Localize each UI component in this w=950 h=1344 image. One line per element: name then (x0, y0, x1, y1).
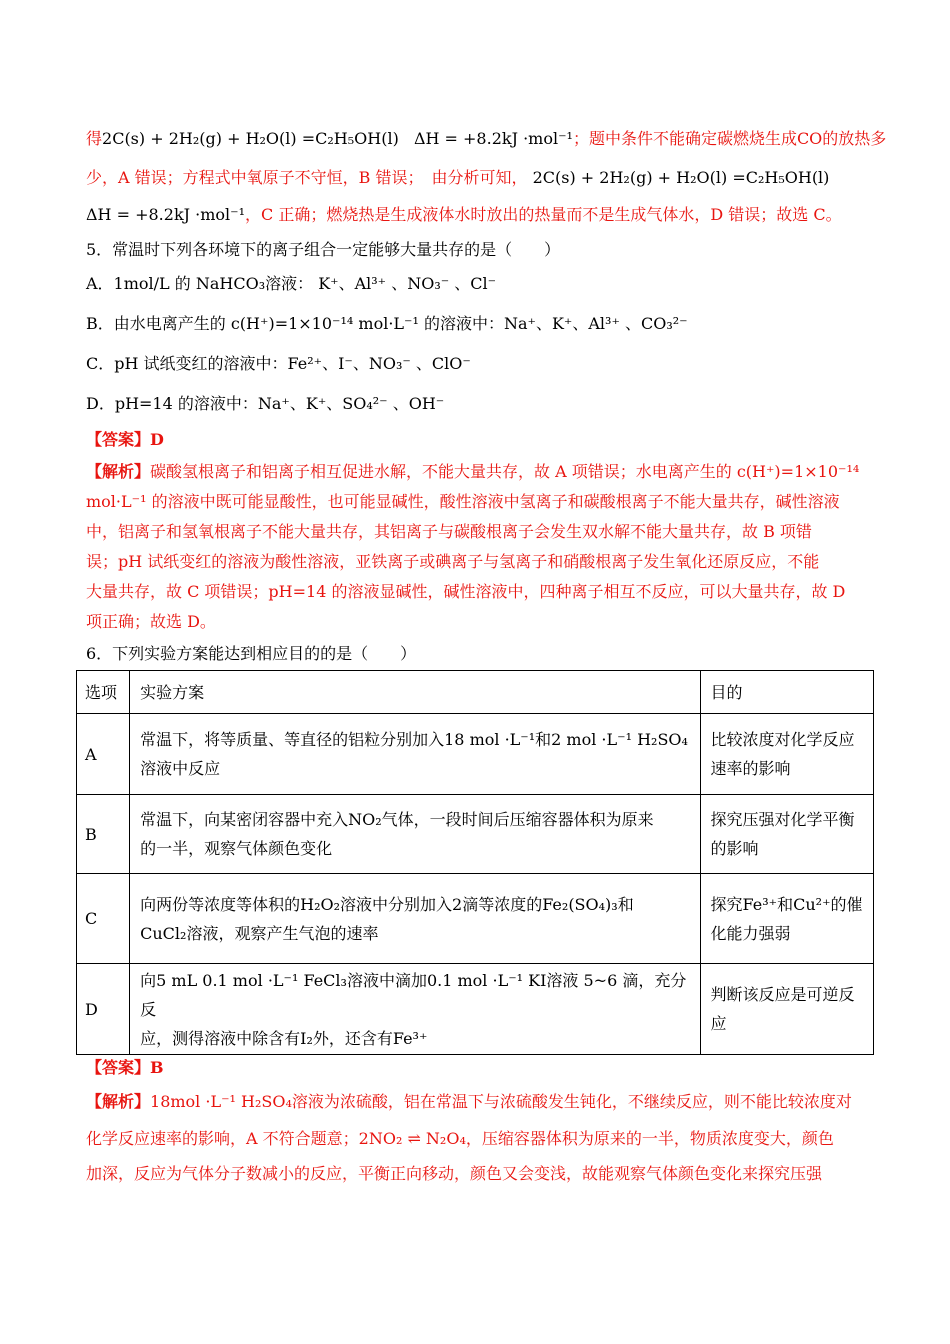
intro-delta-h: ΔH = +8.2kJ ·mol⁻¹ (413, 129, 573, 148)
row-plan (130, 714, 700, 795)
row-option: B (77, 795, 130, 874)
row-plan-line: 的一半，观察气体颜色变化 (140, 839, 333, 858)
row-goal-line: 判断该反应是可逆反 (710, 985, 855, 1004)
q6-stem: 6．下列实验方案能达到相应目的的是（ ） (86, 644, 417, 663)
row-plan-line: CuCl₂溶液，观察产生气泡的速率 (140, 923, 379, 943)
row-goal (700, 964, 873, 1055)
row-goal (700, 795, 873, 874)
intro-equation-2: 2C(s) + 2H₂(g) + H₂O(l) =C₂H₅OH(l) (532, 168, 830, 187)
q6-answer (86, 1056, 872, 1080)
q5-answer-value: D (150, 430, 164, 449)
row-goal-line: 的影响 (710, 839, 759, 858)
header-option: 选项 (77, 671, 130, 714)
q5-analysis-line-5: 大量共存，故 C 项错误；pH=14 的溶液显碱性，碱性溶液中，四种离子相互不反应，可以大量共存，故 D (86, 582, 846, 601)
q5-analysis-line-1 (86, 460, 872, 484)
row-goal-line: 比较浓度对化学反应 (710, 730, 855, 749)
row-plan (130, 874, 700, 964)
row-goal (700, 714, 873, 795)
header-plan: 实验方案 (130, 671, 700, 714)
q5-analysis-line-6: 项正确；故选 D。 (86, 612, 216, 631)
intro-line-3 (86, 203, 872, 227)
row-goal-line: 探究压强对化学平衡 (710, 810, 855, 829)
q5-answer (86, 428, 872, 452)
q6-answer-label: 【答案】 (86, 1058, 151, 1077)
q5-answer-label: 【答案】 (86, 430, 151, 449)
q5-analysis-line-2: mol·L⁻¹ 的溶液中既可能显酸性，也可能显碱性，酸性溶液中氢离子和碳酸根离子不能大量共存，碱性溶液 (86, 492, 840, 511)
q6-analysis-line-3: 加深，反应为气体分子数减小的反应，平衡正向移动，颜色又会变浅，故能观察气体颜色变化来探究压强 (86, 1164, 823, 1183)
row-goal-line: 应 (710, 1014, 727, 1033)
intro-delta-h-2: ΔH = +8.2kJ ·mol⁻¹ (86, 205, 245, 224)
row-plan-line: 向5 mL 0.1 mol ·L⁻¹ FeCl₃溶液中滴加0.1 mol ·L⁻¹ KI溶液 5~6 滴，充分反 (140, 970, 687, 1019)
q6-answer-value: B (150, 1058, 164, 1077)
q6-analysis-text-1: 18mol ·L⁻¹ H₂SO₄溶液为浓硫酸，铝在常温下与浓硫酸发生钝化，不继续反应，则不能比较浓度对 (150, 1092, 852, 1111)
row-goal (700, 874, 873, 964)
q6-analysis-label: 【解析】 (86, 1092, 151, 1111)
q5-option-d: D．pH=14 的溶液中：Na⁺、K⁺、SO₄²⁻ 、OH⁻ (86, 394, 445, 413)
q5-option-c: C．pH 试纸变红的溶液中：Fe²⁺、I⁻、NO₃⁻ 、ClO⁻ (86, 354, 471, 373)
row-plan-line: 常温下，向某密闭容器中充入NO₂气体，一段时间后压缩容器体积为原来 (140, 810, 654, 829)
row-option: D (77, 964, 130, 1055)
row-plan (130, 795, 700, 874)
row-plan-line: 向两份等浓度等体积的H₂O₂溶液中分别加入2滴等浓度的Fe₂(SO₄)₃和 (140, 894, 634, 914)
q5-analysis-text-1: 碳酸氢根离子和铝离子相互促进水解，不能大量共存，故 A 项错误；水电离产生的 c(H⁺)=1×10⁻¹⁴ (150, 462, 860, 481)
row-plan-line: 应，测得溶液中除含有I₂外，还含有Fe³⁺ (140, 1028, 428, 1048)
intro-text-2: 少，A 错误；方程式中氧原子不守恒，B 错误； 由分析可知， (86, 168, 528, 187)
experiment-table (76, 670, 874, 1055)
row-option: C (77, 874, 130, 964)
row-goal-line: 探究Fe³⁺和Cu²⁺的催 (710, 894, 863, 914)
q5-analysis-label: 【解析】 (86, 462, 151, 481)
q5-option-a: A．1mol/L 的 NaHCO₃溶液： K⁺、Al³⁺ 、NO₃⁻ 、Cl⁻ (86, 274, 497, 293)
row-plan-line: 常温下，将等质量、等直径的铝粒分别加入18 mol ·L⁻¹和2 mol ·L⁻¹ H₂SO₄ (140, 730, 688, 749)
q5-analysis-line-3: 中，铝离子和氢氧根离子不能大量共存，其铝离子与碳酸根离子会发生双水解不能大量共存，故 B 项错 (86, 522, 812, 541)
table-row (77, 964, 874, 1055)
row-option: A (77, 714, 130, 795)
intro-line-2 (86, 166, 872, 190)
row-plan-line: 溶液中反应 (140, 759, 221, 778)
table-row (77, 795, 874, 874)
header-goal: 目的 (700, 671, 873, 714)
row-goal-line: 速率的影响 (710, 759, 791, 778)
table-row (77, 874, 874, 964)
q6-analysis-line-1 (86, 1090, 872, 1114)
row-plan (130, 964, 700, 1055)
q6-analysis-line-2: 化学反应速率的影响，A 不符合题意；2NO₂ ⇌ N₂O₄，压缩容器体积为原来的一半，物质浓度变大，颜色 (86, 1129, 834, 1148)
intro-text-1: ；题中条件不能确定碳燃烧生成CO的放热多 (572, 129, 887, 148)
intro-line-1 (86, 127, 887, 151)
q5-stem: 5．常温时下列各环境下的离子组合一定能够大量共存的是（ ） (86, 240, 561, 259)
row-goal-line: 化能力强弱 (710, 923, 791, 943)
intro-eq-prefix: 得 (86, 129, 103, 148)
intro-text-3: ，C 正确；燃烧热是生成液体水时放出的热量而不是生成气体水，D 错误；故选 C。 (245, 205, 842, 224)
q5-analysis-line-4: 误；pH 试纸变红的溶液为酸性溶液，亚铁离子或碘离子与氢离子和硝酸根离子发生氧化还原反应，不能 (86, 552, 820, 571)
table-row (77, 714, 874, 795)
intro-equation: 2C(s) + 2H₂(g) + H₂O(l) =C₂H₅OH(l) (102, 129, 399, 148)
q5-option-b: B．由水电离产生的 c(H⁺)=1×10⁻¹⁴ mol·L⁻¹ 的溶液中：Na⁺、K⁺、Al³⁺ 、CO₃²⁻ (86, 314, 688, 333)
table-header-row (77, 671, 874, 714)
